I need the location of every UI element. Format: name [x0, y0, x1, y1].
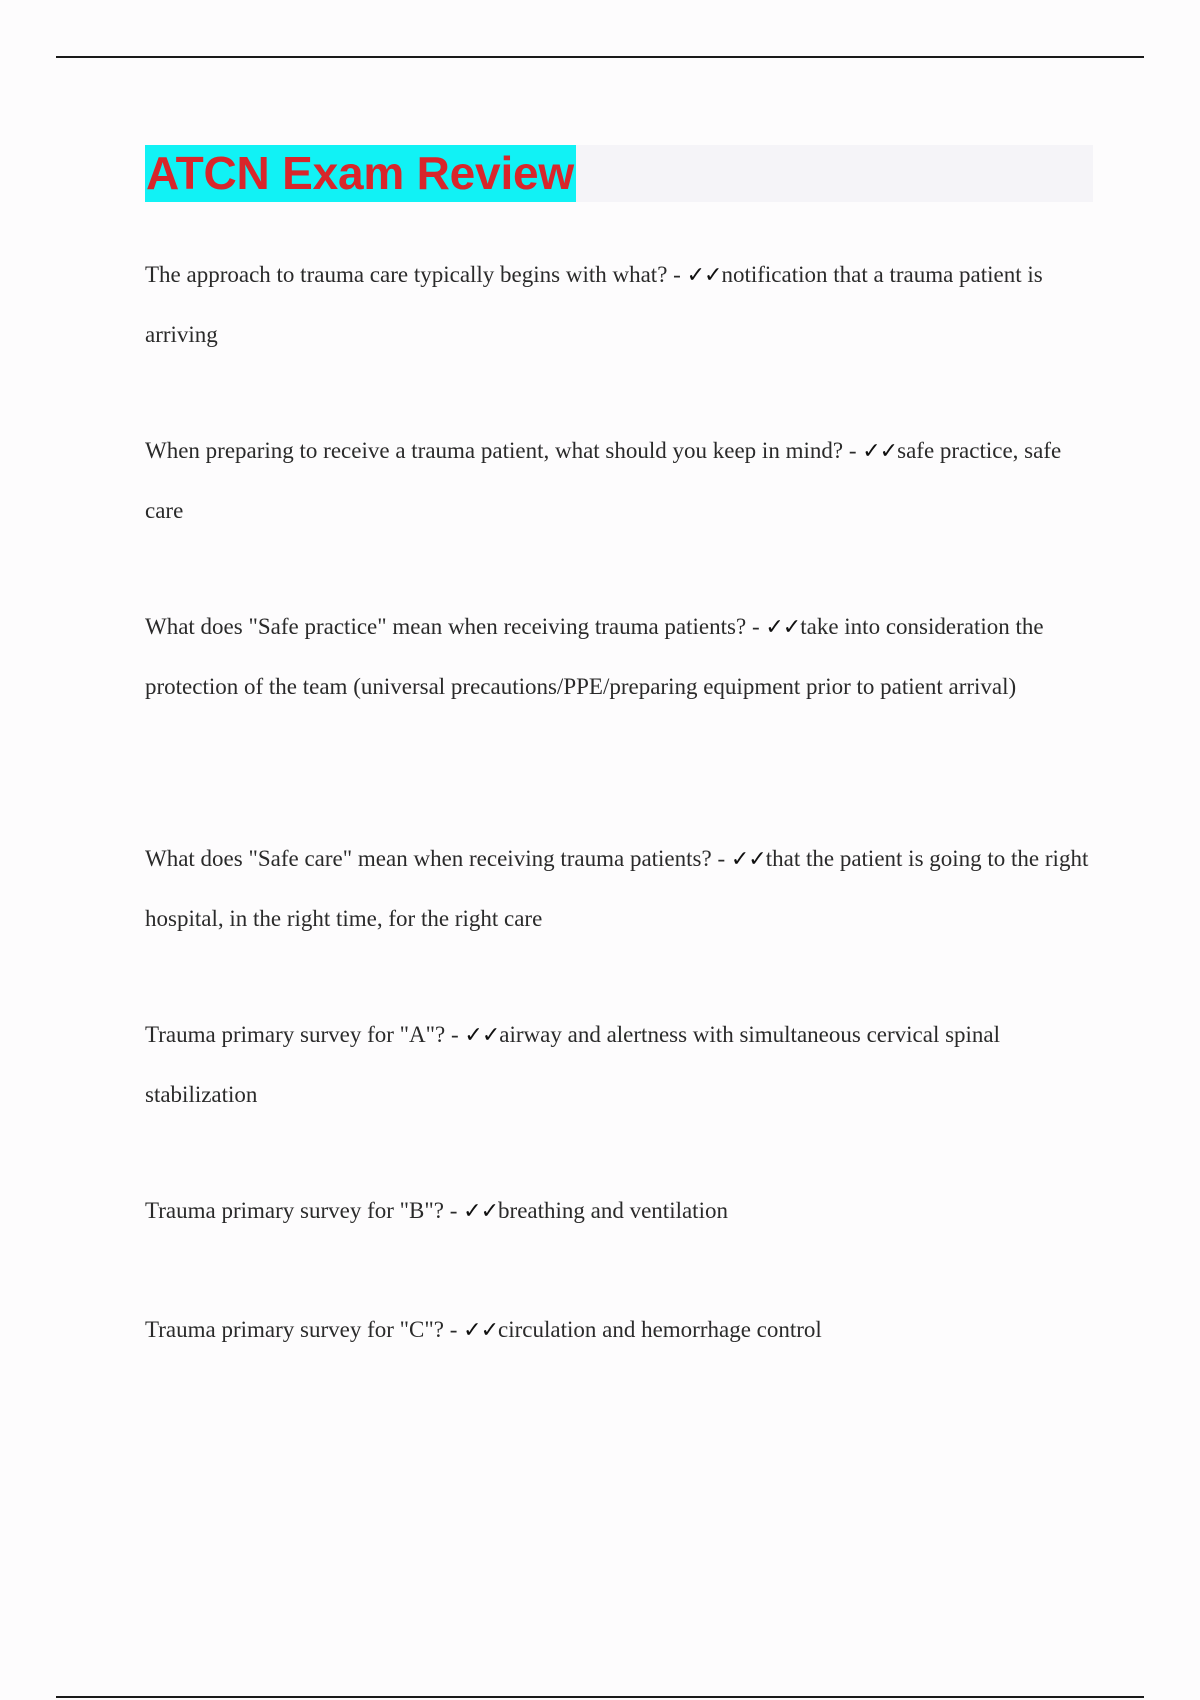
question-text: Trauma primary survey for "B"?	[145, 1198, 444, 1223]
top-divider	[56, 56, 1144, 58]
qa-item	[145, 421, 1095, 540]
check-mark-icon: ✓✓	[464, 1023, 500, 1048]
qa-item	[145, 829, 1095, 948]
answer-text: circulation and hemorrhage control	[498, 1317, 822, 1342]
qa-item	[145, 1005, 1095, 1124]
check-mark-icon: ✓✓	[463, 1318, 499, 1343]
qa-item	[145, 1300, 1095, 1360]
question-text: When preparing to receive a trauma patient, what should you keep in mind?	[145, 438, 844, 463]
separator: -	[443, 1198, 464, 1223]
answer-text: take into consideration the protection of the team (universal precautions/PPE/preparing equipment prior to patient arrival)	[145, 614, 1044, 699]
separator: -	[843, 438, 863, 463]
answer-text: airway and alertness with simultaneous cervical spinal stabilization	[145, 1022, 1001, 1107]
qa-item	[145, 245, 1095, 364]
question-text: Trauma primary survey for "A"?	[145, 1022, 446, 1047]
question-text: What does "Safe practice" mean when receiving trauma patients?	[145, 614, 747, 639]
check-mark-icon: ✓✓	[463, 1199, 499, 1224]
qa-item	[145, 1181, 1095, 1241]
separator: -	[711, 846, 731, 871]
document-title: ATCN Exam Review	[145, 145, 576, 202]
bottom-divider	[56, 1696, 1144, 1698]
question-text: What does "Safe care" mean when receiving trauma patients?	[145, 846, 712, 871]
check-mark-icon: ✓✓	[862, 439, 898, 464]
qa-item	[145, 597, 1095, 716]
check-mark-icon: ✓✓	[730, 847, 766, 872]
answer-text: breathing and ventilation	[498, 1198, 728, 1223]
separator: -	[443, 1317, 464, 1342]
question-text: The approach to trauma care typically begins with what?	[145, 262, 668, 287]
answer-text: that the patient is going to the right hospital, in the right time, for the right care	[145, 846, 1089, 931]
separator: -	[445, 1022, 465, 1047]
answer-text: notification that a trauma patient is arriving	[145, 262, 1043, 347]
separator: -	[746, 614, 766, 639]
separator: -	[667, 262, 687, 287]
answer-text: safe practice, safe care	[145, 438, 1062, 523]
question-text: Trauma primary survey for "C"?	[145, 1317, 444, 1342]
check-mark-icon: ✓✓	[765, 615, 801, 640]
check-mark-icon: ✓✓	[686, 263, 722, 288]
